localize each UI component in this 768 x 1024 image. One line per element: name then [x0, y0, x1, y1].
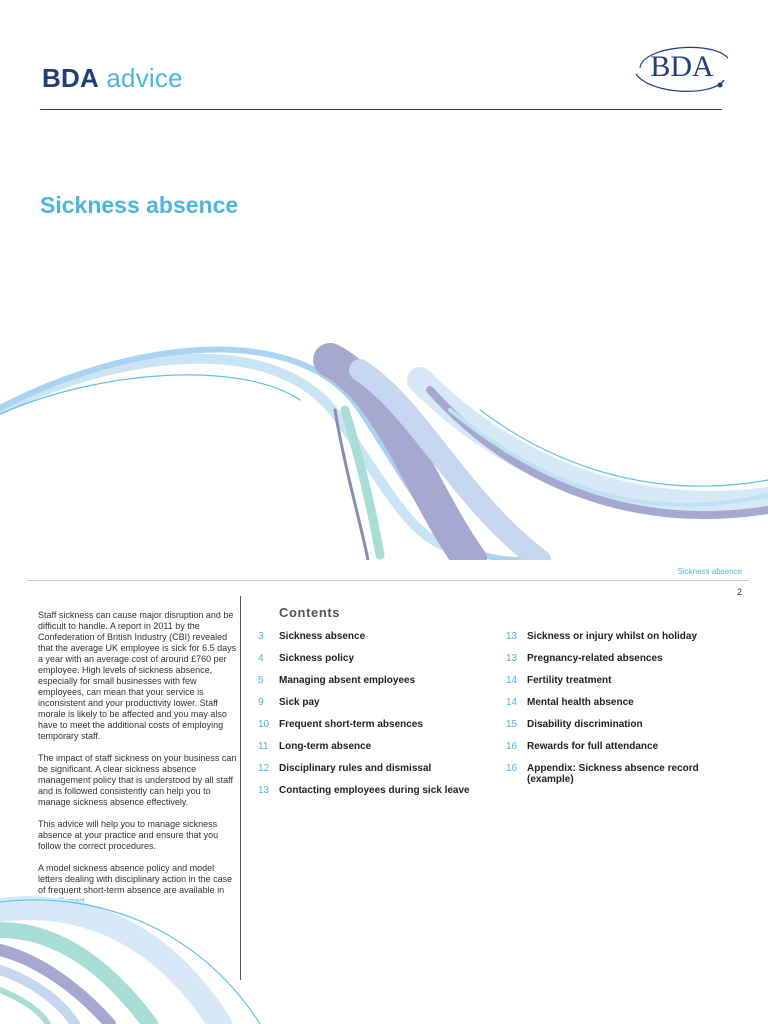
- intro-paragraph: This advice will help you to manage sickness absence at your practice and ensure that you follow the correct procedures.: [38, 819, 219, 851]
- decorative-swoosh: [0, 330, 768, 560]
- toc-page-number: 4: [258, 653, 264, 664]
- toc-label: Sickness policy: [279, 653, 355, 664]
- bda-expert-link[interactable]: BDA Expert: [38, 896, 85, 906]
- toc-label: Disability discrimination: [527, 719, 643, 730]
- toc-label: Pregnancy-related absences: [527, 653, 663, 664]
- brand-strong: BDA: [42, 63, 99, 93]
- bda-logo: [632, 38, 732, 98]
- toc-label: Sickness absence: [279, 631, 366, 642]
- toc-label: Mental health absence: [527, 697, 634, 708]
- toc-page-number: 14: [506, 675, 518, 686]
- running-head: Sickness absence: [677, 567, 742, 576]
- contents-heading: Contents: [279, 605, 341, 620]
- toc-page-number: 15: [506, 719, 518, 730]
- toc-page-number: 16: [506, 741, 518, 752]
- toc-page-number: 5: [258, 675, 264, 686]
- toc-page-number: 12: [258, 763, 270, 774]
- brand-light: advice: [106, 63, 183, 93]
- toc-label: Appendix: Sickness absence record (example): [527, 763, 699, 785]
- toc-page-number: 13: [506, 653, 518, 664]
- toc-page-number: 3: [258, 631, 264, 642]
- toc-page-number: 13: [506, 631, 518, 642]
- cover-title: Sickness absence: [40, 192, 239, 218]
- toc-label: Sick pay: [279, 697, 320, 708]
- page-number: 2: [736, 587, 742, 597]
- contents-page: [0, 560, 768, 1024]
- intro-paragraph: Staff sickness can cause major disruption and be difficult to handle. A report in 2011 by the Confederation of British Industry (CBI) revealed that the average UK employee is sick for 6.5 days a year with an average cost of around £760 per employee. High levels of sickness absence, especially for small businesses with few employees, can mean that your service is inconsistent and your productivity lower. Staff morale is likely to be affected and you may also have to meet the additional costs of employing temporary staff.: [38, 610, 237, 741]
- page-rule: [27, 580, 749, 581]
- intro-paragraph: The impact of staff sickness on your business can be significant. A clear sickness absence management policy that is understood by all staff and is followed consistently can help you to manage sickness absence effectively.: [38, 753, 237, 807]
- brand-wordmark: [42, 63, 183, 94]
- decorative-swoosh-bottom: [0, 890, 300, 1024]
- intro-text: [38, 610, 238, 918]
- toc-page-number: 16: [506, 763, 518, 774]
- toc-label: Fertility treatment: [527, 675, 612, 686]
- toc-label: Contacting employees during sick leave: [279, 785, 470, 796]
- toc-label: Disciplinary rules and dismissal: [279, 763, 432, 774]
- toc-page-number: 10: [258, 719, 270, 730]
- toc-label: Rewards for full attendance: [527, 741, 659, 752]
- toc-page-number: 9: [258, 697, 264, 708]
- toc-label: Sickness or injury whilst on holiday: [527, 631, 698, 642]
- toc-page-number: 14: [506, 697, 518, 708]
- intro-last-text: A model sickness absence policy and model letters dealing with disciplinary action in the case of frequent short-term absence are available in: [38, 863, 233, 895]
- header-rule: [40, 109, 722, 110]
- toc-label: Managing absent employees: [279, 675, 416, 686]
- toc-label: Frequent short-term absences: [279, 719, 423, 730]
- toc-page-number: 13: [258, 785, 270, 796]
- logo-text: BDA: [650, 50, 714, 83]
- toc-label: Long-term absence: [279, 741, 372, 752]
- toc-page-number: 11: [258, 741, 269, 752]
